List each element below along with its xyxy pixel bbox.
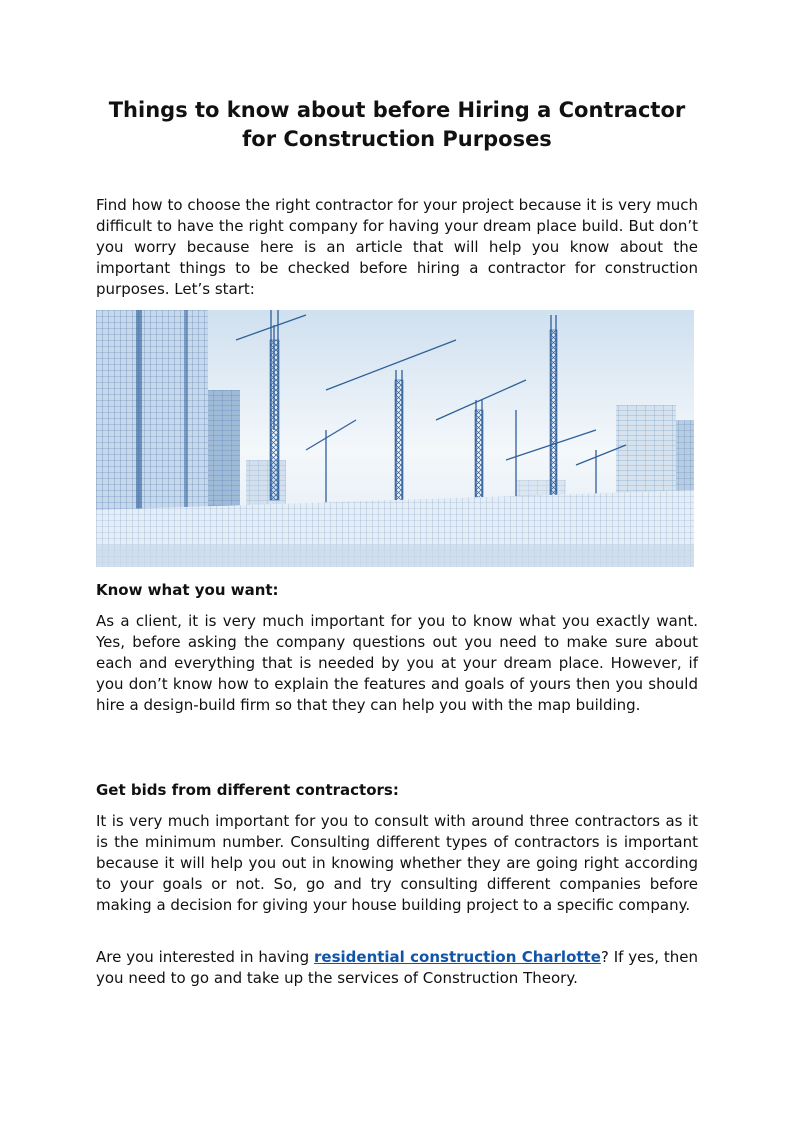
intro-paragraph: Find how to choose the right contractor for your project because it is very much difficult to have the right company for having your dream place build. But don’t you worry because here is an article that will help you know about the important things to be checked before hiring a contractor for construction purposes. Let’s start: bbox=[96, 196, 698, 298]
section-heading-know-what-you-want: Know what you want: bbox=[96, 581, 279, 599]
closing-text-after-link: ? If yes, then you need to go and take up the services of Construction Theory. bbox=[96, 948, 698, 987]
article-title bbox=[96, 96, 698, 154]
section-heading-get-bids: Get bids from different contractors: bbox=[96, 781, 399, 799]
closing-text-before-link: Are you interested in having bbox=[96, 948, 315, 966]
residential-construction-link[interactable]: residential construction Charlotte bbox=[314, 948, 601, 966]
section-body-get-bids: It is very much important for you to consult with around three contractors as it is the minimum number. Consulting different types of contractors is important because it will help you out in knowing whether they are going right according to your goals or not. So, go and try consulting different companies before making a decision for giving your house building project to a specific company. bbox=[96, 812, 698, 914]
title-line-2: for Construction Purposes bbox=[242, 127, 552, 151]
title-line-1: Things to know about before Hiring a Contractor bbox=[108, 98, 686, 122]
closing-paragraph bbox=[96, 947, 698, 989]
section-body-know-what-you-want: As a client, it is very much important for you to know what you exactly want. Yes, before asking the company questions out you need to make sure about each and everything that is needed by you at your dream place. However, if you don’t know how to explain the features and goals of yours then you should hire a design-build firm so that they can help you with the map building. bbox=[96, 612, 698, 714]
construction-cranes-image bbox=[96, 310, 694, 567]
